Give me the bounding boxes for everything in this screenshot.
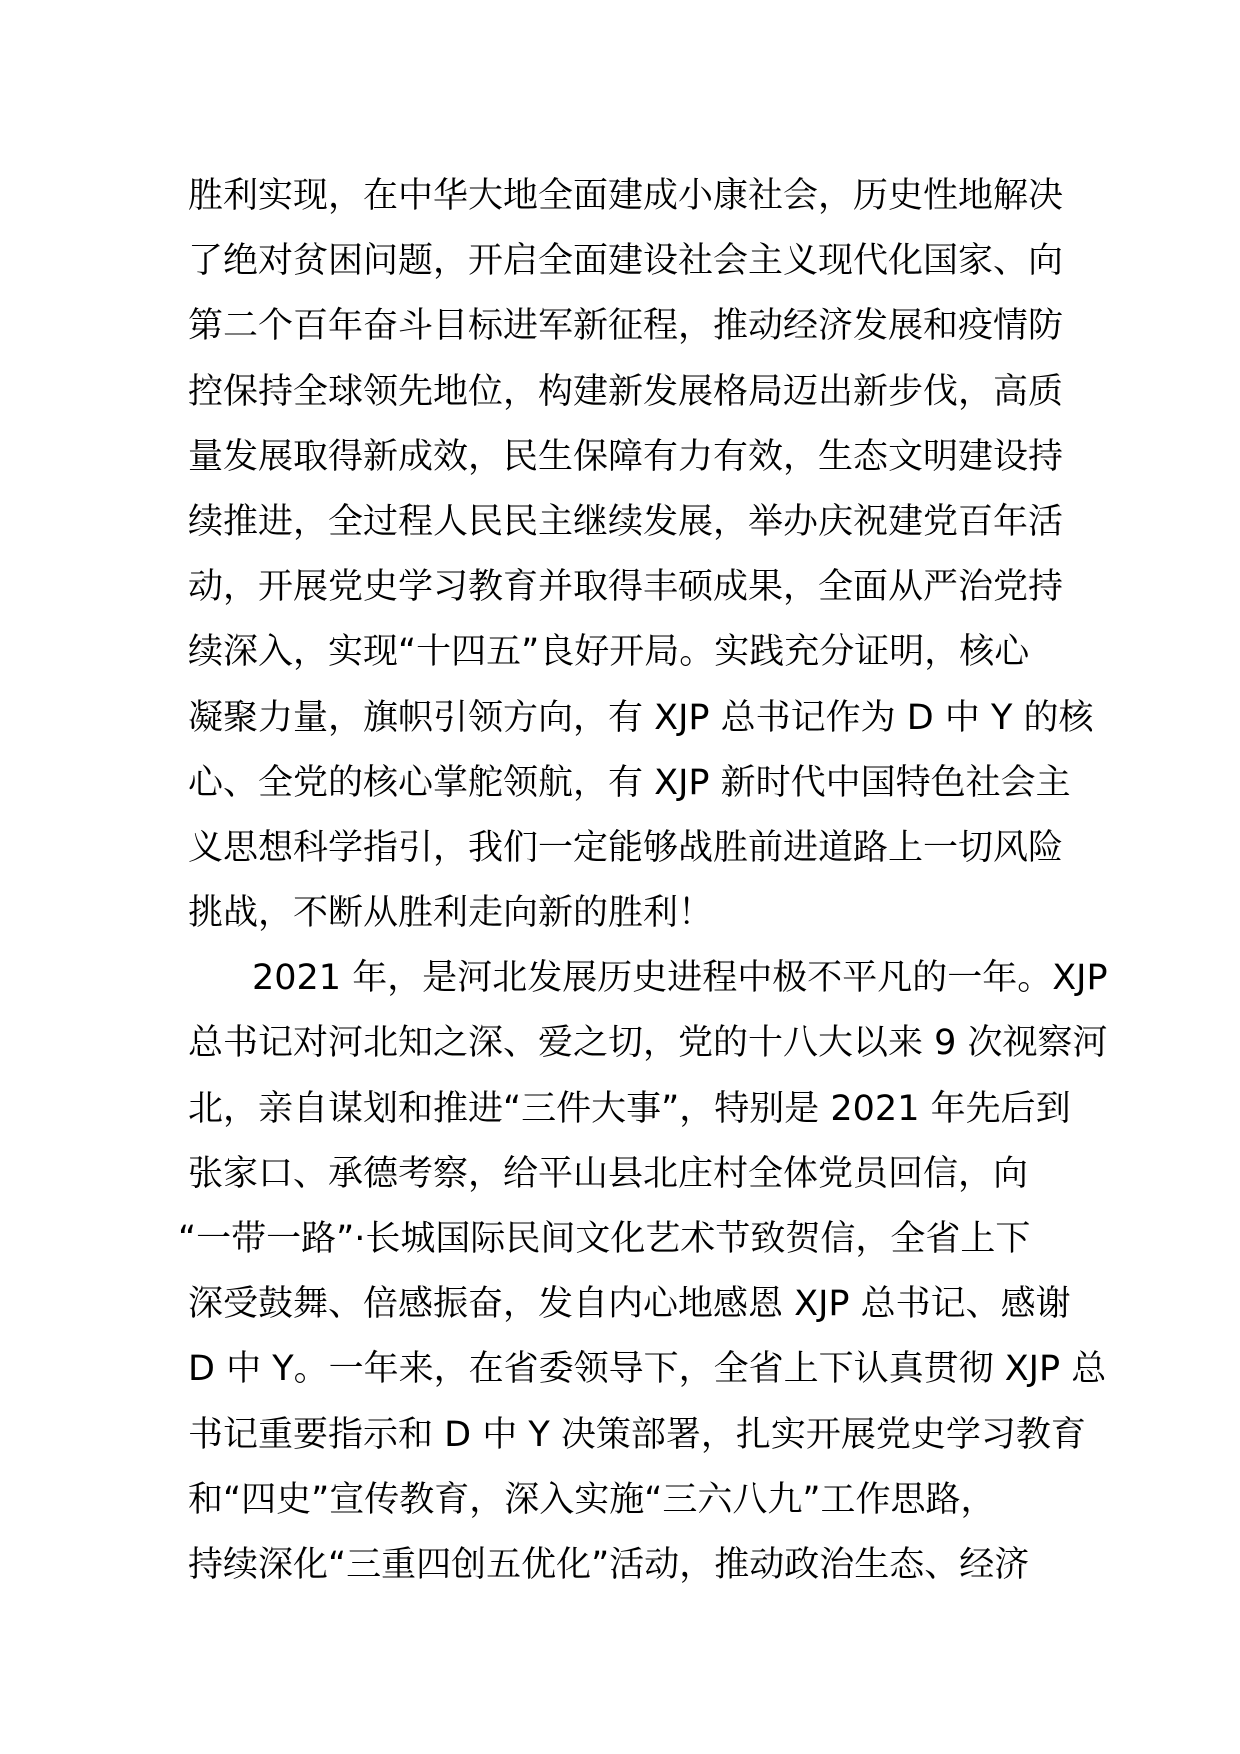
paragraph-1 <box>188 164 1094 946</box>
text-line: 心、全党的核心掌舵领航，有 XJP 新时代中国特色社会主 <box>188 762 1071 803</box>
body-text <box>178 164 1108 1598</box>
text-line: 控保持全球领先地位，构建新发展格局迈出新步伐，高质 <box>188 371 1064 412</box>
text-line: 持续深化“三重四创五优化”活动，推动政治生态、经济 <box>188 1544 1030 1585</box>
text-line: 胜利实现，在中华大地全面建成小康社会，历史性地解决 <box>188 176 1064 216</box>
text-line: 了绝对贫困问题，开启全面建设社会主义现代化国家、向 <box>188 241 1064 282</box>
text-line: 北，亲自谋划和推进“三件大事”，特别是 2021 年先后到 <box>188 1088 1071 1129</box>
text-line: “一带一路”·长城国际民间文化艺术节致贺信，全省上下 <box>178 1219 1031 1259</box>
text-line: 2021 年，是河北发展历史进程中极不平凡的一年。XJP <box>252 958 1108 999</box>
text-line: 总书记对河北知之深、爱之切，党的十八大以来 9 次视察河 <box>188 1023 1108 1064</box>
text-line: D 中 Y。一年来，在省委领导下，全省上下认真贯彻 XJP 总 <box>188 1349 1107 1390</box>
text-line: 和“四史”宣传教育，深入实施“三六八九”工作思路， <box>188 1479 996 1520</box>
text-line: 深受鼓舞、倍感振奋，发自内心地感恩 XJP 总书记、感谢 <box>188 1284 1071 1325</box>
text-line: 义思想科学指引，我们一定能够战胜前进道路上一切风险 <box>188 827 1064 868</box>
text-line: 第二个百年奋斗目标进军新征程，推动经济发展和疫情防 <box>188 306 1064 347</box>
text-line: 量发展取得新成效，民生保障有力有效，生态文明建设持 <box>188 436 1064 477</box>
text-line: 续深入，实现“十四五”良好开局。实践充分证明，核心 <box>188 632 1030 673</box>
paragraph-2 <box>178 946 1108 1598</box>
text-line: 凝聚力量，旗帜引领方向，有 XJP 总书记作为 D 中 Y 的核 <box>188 697 1094 738</box>
text-line: 挑战，不断从胜利走向新的胜利！ <box>188 893 714 934</box>
text-line: 张家口、承德考察，给平山县北庄村全体党员回信，向 <box>188 1153 1029 1194</box>
text-line: 动，开展党史学习教育并取得丰硕成果，全面从严治党持 <box>188 567 1064 608</box>
text-line: 续推进，全过程人民民主继续发展，举办庆祝建党百年活 <box>188 501 1064 542</box>
text-line: 书记重要指示和 D 中 Y 决策部署，扎实开展党史学习教育 <box>188 1414 1086 1455</box>
